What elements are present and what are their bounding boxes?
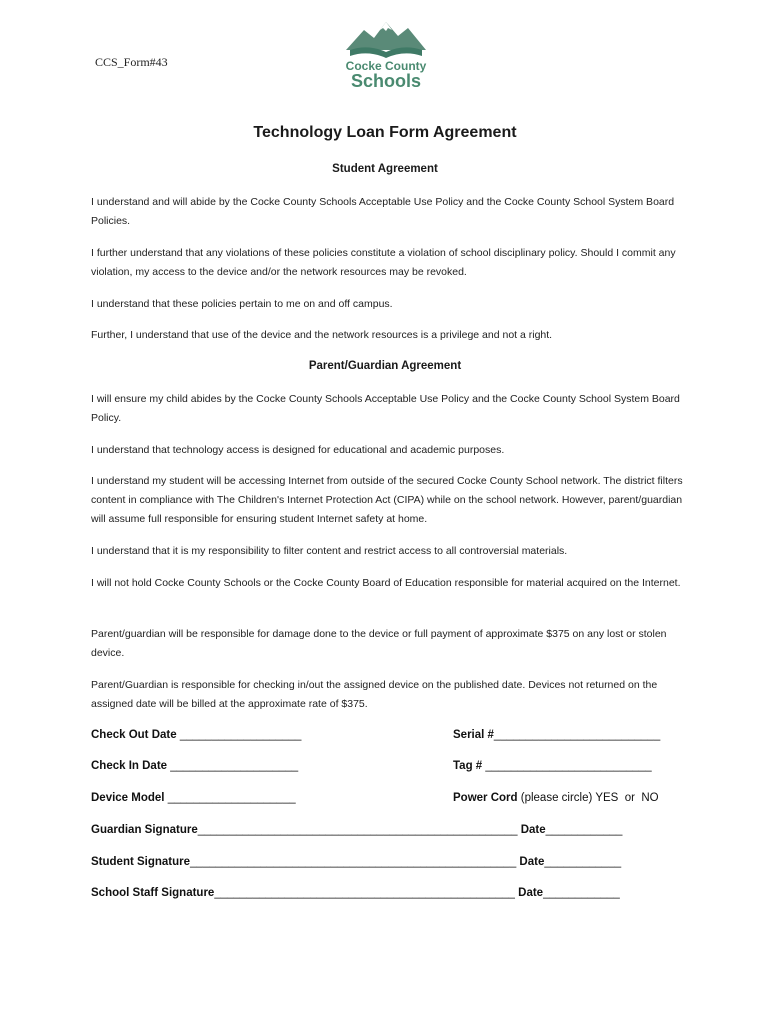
parent-paragraph: Parent/Guardian is responsible for checking in/out the assigned device on the published date. Devices not returned on the assigned date will be billed at the approximate rate of $375. [91,679,658,710]
logo-line2: Schools [350,71,422,91]
staff-signature-blank[interactable]: _______________________________________________ [214,887,515,899]
page-title: Technology Loan Form Agreement [253,124,517,141]
serial-field[interactable] [453,729,660,741]
school-logo [340,14,432,96]
staff-date-blank[interactable]: ____________ [543,887,620,899]
student-signature-blank[interactable]: ___________________________________________________ [190,856,517,868]
power-cord-field [453,792,659,804]
student-signature-field[interactable] [91,856,621,868]
staff-signature-label: School Staff Signature [91,887,215,899]
power-cord-or: or [624,792,635,804]
parent-paragraph: I will not hold Cocke County Schools or the Cocke County Board of Education responsible for material acquired on the Internet. [91,577,681,589]
parent-agreement-heading: Parent/Guardian Agreement [308,360,462,372]
guardian-date-blank[interactable]: ____________ [545,824,623,836]
student-paragraph: Further, I understand that use of the device and the network resources is a privilege and not a right. [91,329,553,341]
check-in-date-field[interactable] [91,760,298,772]
staff-signature-field[interactable] [91,887,620,899]
check-in-date-blank[interactable]: ____________________ [170,760,299,772]
staff-date-label: Date [518,887,544,899]
serial-label: Serial # [453,729,494,741]
student-agreement-heading: Student Agreement [332,163,438,175]
student-date-label: Date [519,856,545,868]
tag-label: Tag # [453,760,483,772]
guardian-signature-label: Guardian Signature [91,824,198,836]
parent-paragraph: I understand that technology access is designed for educational and academic purposes. [91,444,505,456]
parent-paragraph: I will ensure my child abides by the Cocke County Schools Acceptable Use Policy and the Cocke County School System Board Policy. [91,393,680,424]
parent-paragraph: I understand my student will be accessing Internet from outside of the secured Cocke County School network. The district filters content in compliance with The Children's Internet Protection Act (CIPA) while on the school network. However, parent/guardian will assume full responsible for ensuring student Internet safety at home. [91,475,683,525]
device-model-blank[interactable]: ____________________ [167,792,296,804]
parent-paragraph: Parent/guardian will be responsible for damage done to the device or full payment of approximate $375 on any lost or stolen device. [91,628,667,659]
power-cord-instruction: (please circle) [520,792,593,804]
check-out-date-blank[interactable]: ___________________ [179,729,302,741]
guardian-signature-blank[interactable]: __________________________________________________ [197,824,518,836]
student-signature-label: Student Signature [91,856,191,868]
tag-field[interactable] [453,760,652,772]
student-paragraph: I understand and will abide by the Cocke County Schools Acceptable Use Policy and the Cocke County School System Board Policies. [91,196,675,227]
parent-paragraph: I understand that it is my responsibility to filter content and restrict access to all controversial materials. [91,545,568,557]
device-model-label: Device Model [91,792,165,804]
logo-line1: Cocke County [345,59,427,73]
power-cord-yes[interactable]: YES [595,792,619,804]
guardian-date-label: Date [520,824,546,836]
power-cord-no[interactable]: NO [641,792,659,804]
serial-blank[interactable]: __________________________ [493,729,661,741]
check-out-date-label: Check Out Date [91,729,177,741]
device-model-field[interactable] [91,792,296,804]
student-date-blank[interactable]: ____________ [544,856,622,868]
check-in-date-label: Check In Date [91,760,168,772]
form-id: CCS_Form#43 [95,55,168,69]
student-paragraph: I further understand that any violations of these policies constitute a violation of school disciplinary policy. Should I commit any violation, my access to the device and/or the network resources may be revoked. [91,247,676,278]
power-cord-label: Power Cord [453,792,518,804]
check-out-date-field[interactable] [91,729,301,741]
guardian-signature-field[interactable] [91,824,622,836]
tag-blank[interactable]: __________________________ [485,760,652,772]
student-paragraph: I understand that these policies pertain to me on and off campus. [91,298,393,310]
